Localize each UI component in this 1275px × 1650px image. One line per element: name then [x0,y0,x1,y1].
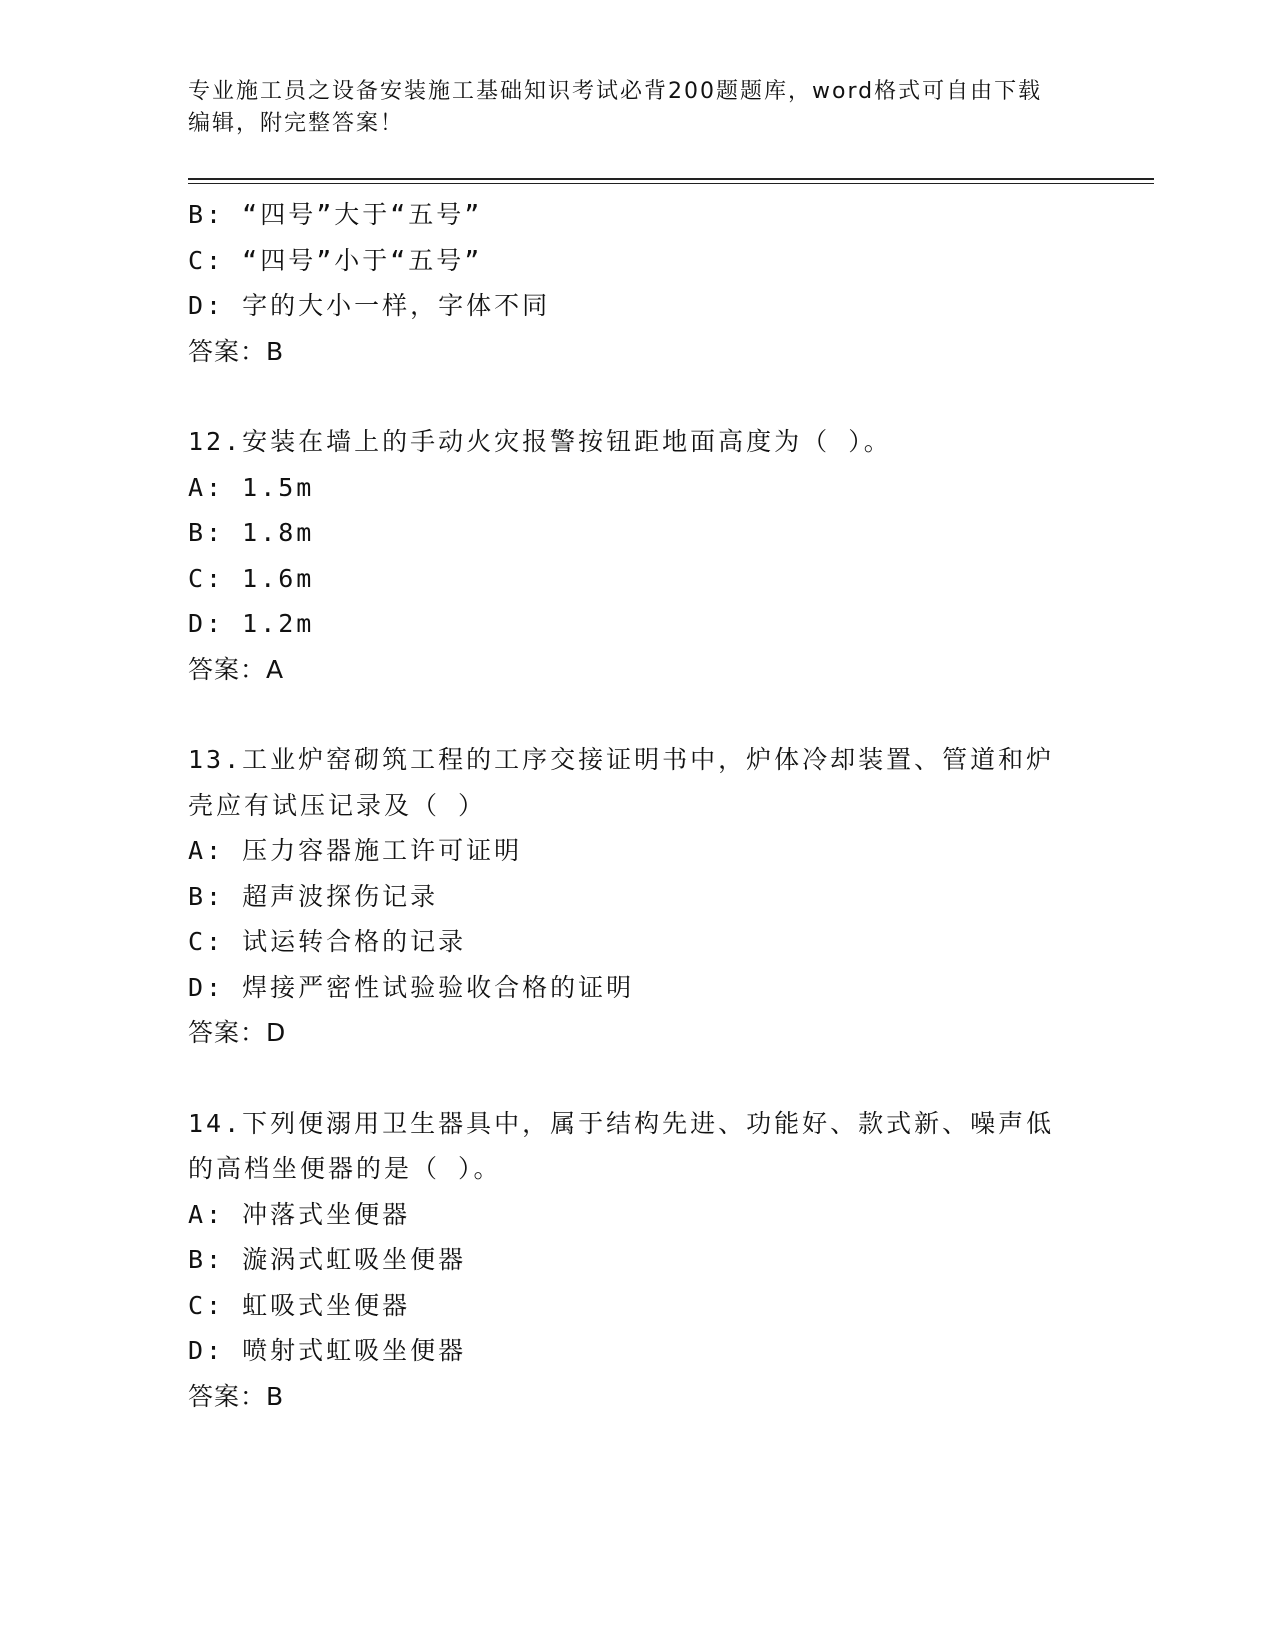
question-stem-continued: 壳应有试压记录及（ ） [188,790,487,820]
option-b: B: “四号”大于“五号” [188,200,483,229]
option-a: A: 冲落式坐便器 [188,1199,411,1229]
header-divider-thin [188,183,1154,184]
header-title-line-2: 编辑，附完整答案！ [188,111,405,136]
option-c: C: 虹吸式坐便器 [188,1290,411,1320]
question-stem: 12.安装在墙上的手动火灾报警按钮距地面高度为（ ）。 [188,427,892,456]
question-block-12 [188,419,1088,692]
option-a: A: 压力容器施工许可证明 [188,836,523,865]
question-gap [188,374,1088,419]
option-d: D: 字的大小一样，字体不同 [188,291,551,320]
answer-line: 答案：B [188,1381,285,1411]
question-block-prev [188,192,1088,374]
question-stem-continued: 的高档坐便器的是（ ）。 [188,1154,502,1183]
question-stem: 14.下列便溺用卫生器具中，属于结构先进、功能好、款式新、噪声低 [188,1108,1055,1138]
option-d: D: 喷射式虹吸坐便器 [188,1336,467,1365]
document-header [188,76,1088,140]
option-c: C: 试运转合格的记录 [188,927,467,956]
option-d: D: 1.2m [188,609,315,638]
header-title-line-1: 专业施工员之设备安装施工基础知识考试必背200题题库，word格式可自由下载 [188,79,1043,104]
option-d: D: 焊接严密性试验验收合格的证明 [188,972,635,1002]
answer-line: 答案：B [188,336,285,366]
header-divider-thick [188,178,1154,180]
option-b: B: 超声波探伤记录 [188,881,439,911]
answer-line: 答案：A [188,654,285,684]
question-block-13 [188,737,1088,1056]
question-stem: 13.工业炉窑砌筑工程的工序交接证明书中，炉体冷却装置、管道和炉 [188,745,1055,774]
option-c: C: “四号”小于“五号” [188,245,483,275]
question-gap [188,692,1088,737]
answer-line: 答案：D [188,1018,287,1047]
question-gap [188,1056,1088,1101]
question-block-14 [188,1101,1088,1420]
option-c: C: 1.6m [188,563,315,593]
option-a: A: 1.5m [188,472,315,502]
option-b: B: 漩涡式虹吸坐便器 [188,1245,467,1274]
option-b: B: 1.8m [188,518,315,547]
question-list [188,192,1088,1419]
